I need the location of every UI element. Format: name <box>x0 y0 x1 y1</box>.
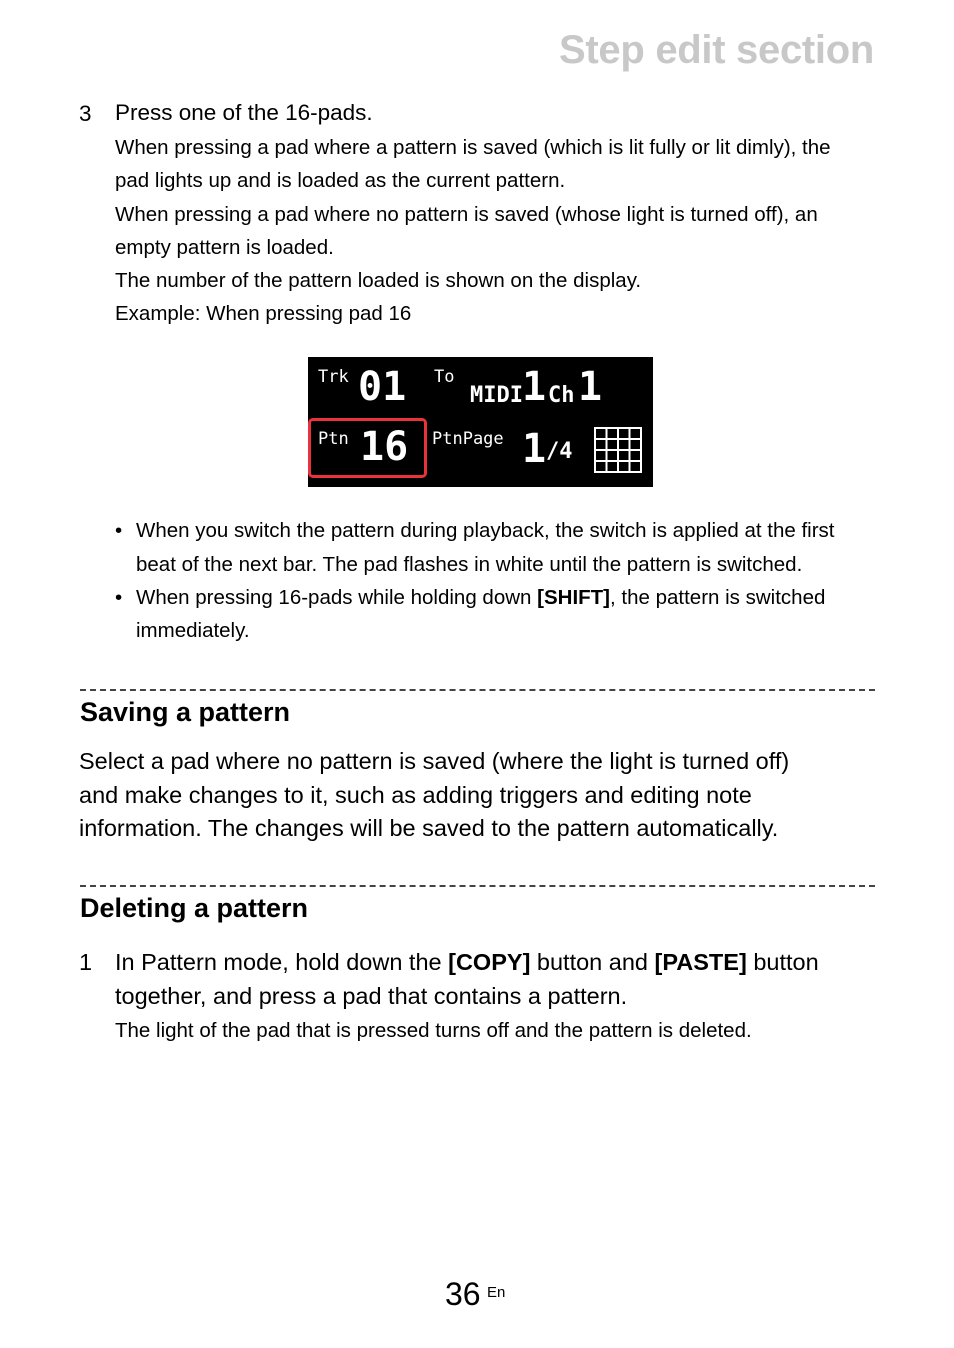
step-description-line: When pressing a pad where a pattern is saved (which is lit fully or lit dimly), the <box>115 136 831 159</box>
channel-value: 1 <box>578 364 603 410</box>
instruction-text: In Pattern mode, hold down the <box>115 949 449 975</box>
step-description-line: pad lights up and is loaded as the current pattern. <box>115 169 566 193</box>
section-divider <box>80 885 875 887</box>
bullet-text: When you switch the pattern during playback, the switch is applied at the first <box>136 519 835 542</box>
to-label: To <box>434 367 455 387</box>
page-language: En <box>487 1284 506 1301</box>
instruction-line: together, and press a pad that contains a pattern. <box>115 982 628 1009</box>
instruction-line <box>115 946 819 980</box>
step-description-line: Example: When pressing pad 16 <box>115 302 412 326</box>
pattern-label: Ptn <box>318 429 349 449</box>
step-description-line: The number of the pattern loaded is shown on the display. <box>115 269 642 293</box>
body-line: Select a pad where no pattern is saved (where the light is turned off) <box>79 748 790 774</box>
bullet-item <box>115 581 825 615</box>
page-number: 36 <box>445 1276 481 1312</box>
bullet-text: beat of the next bar. The pad flashes in white until the pattern is switched. <box>136 553 803 576</box>
midi-value: 1 <box>522 364 547 410</box>
step-number: 1 <box>79 949 93 975</box>
step-instruction <box>115 946 819 1013</box>
pattern-page-label: PtnPage <box>432 429 504 449</box>
bullet-text: , the pattern is switched <box>610 586 826 609</box>
step-number: 3 <box>79 101 92 126</box>
track-value: 01 <box>358 364 407 410</box>
midi-label: MIDI <box>470 383 523 408</box>
step-description-line: empty pattern is loaded. <box>115 235 334 259</box>
shift-key-label: [SHIFT] <box>537 586 611 609</box>
instruction-text: button and <box>530 949 655 975</box>
section-heading: Deleting a pattern <box>80 893 309 923</box>
instruction-text: button <box>746 949 819 975</box>
pattern-value: 16 <box>360 424 409 470</box>
step-description-line: When pressing a pad where no pattern is saved (whose light is turned off), an <box>115 202 818 226</box>
step-title: Press one of the 16-pads. <box>115 100 373 125</box>
pattern-page-total: /4 <box>546 439 573 464</box>
pattern-page-current: 1 <box>522 426 547 472</box>
section-title: Step edit section <box>559 28 874 72</box>
step-note: The light of the pad that is pressed turns off and the pattern is deleted. <box>115 1019 752 1042</box>
body-line: and make changes to it, such as adding triggers and editing note <box>79 781 752 808</box>
body-line: information. The changes will be saved to the pattern automatically. <box>79 815 779 842</box>
section-divider <box>80 689 875 691</box>
step-description <box>115 131 831 331</box>
track-label: Trk <box>318 367 349 387</box>
channel-label: Ch <box>548 383 575 408</box>
bullet-dot: • <box>115 586 123 609</box>
bullet-dot: • <box>115 519 123 542</box>
bullet-text: immediately. <box>136 619 250 642</box>
copy-key-label: [COPY] <box>448 949 531 975</box>
bullet-text: When pressing 16-pads while holding down <box>136 586 538 609</box>
bullet-item <box>115 514 835 548</box>
section-heading: Saving a pattern <box>80 697 291 727</box>
grid-icon <box>594 427 642 473</box>
paste-key-label: [PASTE] <box>654 949 747 975</box>
lcd-display <box>308 357 653 487</box>
section-body <box>79 745 789 846</box>
